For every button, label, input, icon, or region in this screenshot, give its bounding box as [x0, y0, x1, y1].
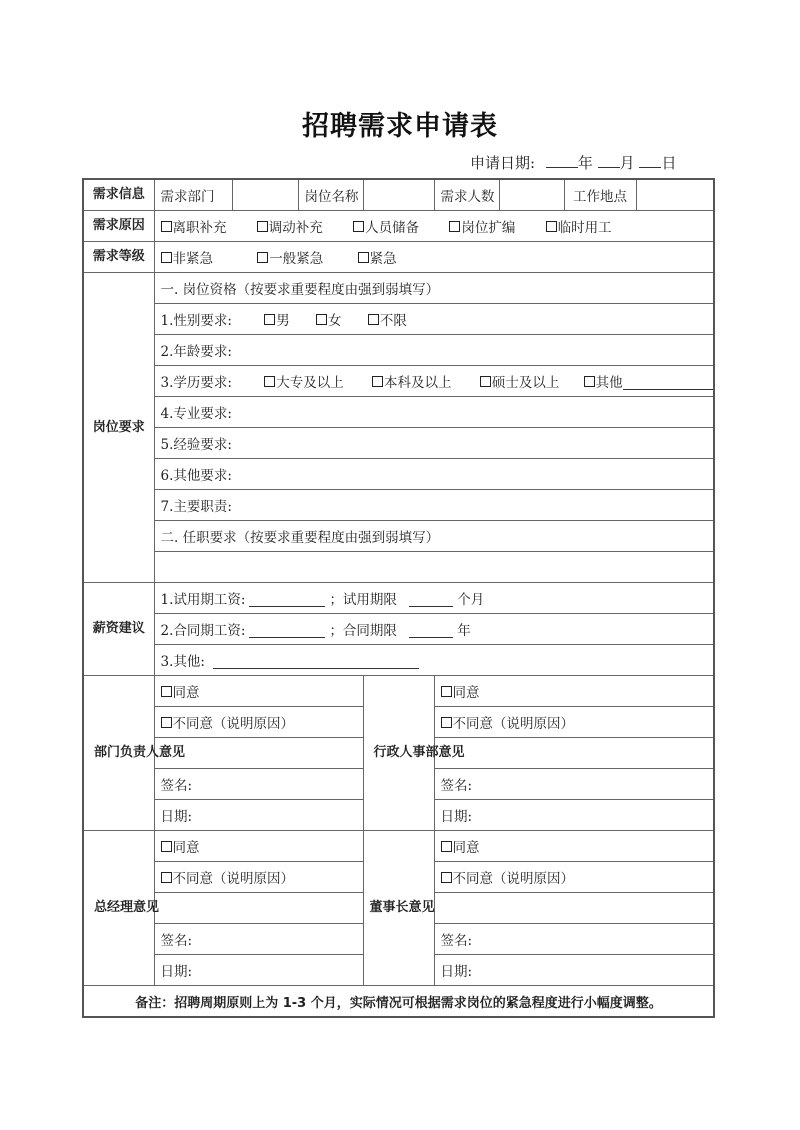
approval-row-2a: [83, 831, 714, 862]
gender-option[interactable]: 不限: [368, 313, 407, 329]
gm-disagree[interactable]: 不同意（说明原因）: [154, 862, 363, 893]
contract-salary-label: 2.合同期工资:: [160, 623, 246, 639]
dept-input[interactable]: [232, 179, 298, 211]
chairman-label: 董事长意见: [363, 831, 434, 986]
gm-sign[interactable]: 签名:: [154, 924, 363, 955]
checkbox-icon: [161, 221, 172, 232]
trial-salary-field: [154, 583, 714, 614]
edu-label: 3.学历要求:: [160, 375, 232, 391]
salary-other-label: 3.其他:: [160, 654, 205, 670]
contract-salary-row: [83, 614, 714, 645]
position-input[interactable]: [363, 179, 434, 211]
gm-date[interactable]: 日期:: [154, 955, 363, 986]
level-option[interactable]: 非紧急: [161, 251, 214, 267]
reason-option[interactable]: 调动补充: [257, 220, 323, 236]
approval-row-1a: [83, 676, 714, 707]
job-blank-row: [83, 552, 714, 583]
edu-option-other[interactable]: 其他: [584, 375, 717, 391]
salary-other-field: [154, 645, 714, 676]
year-label: 年: [577, 154, 593, 172]
contract-salary-field: [154, 614, 714, 645]
reason-option[interactable]: 岗位扩编: [449, 220, 515, 236]
age-row: [83, 335, 714, 366]
application-date: [470, 152, 676, 173]
checkbox-icon: [257, 252, 268, 263]
gm-agree[interactable]: 同意: [154, 831, 363, 862]
job-section1-heading: 一. 岗位资格（按要求重要程度由强到弱填写）: [154, 273, 714, 304]
location-input[interactable]: [636, 179, 714, 211]
job-req-label: 岗位要求: [83, 273, 154, 583]
reason-option[interactable]: 离职补充: [161, 220, 227, 236]
footer-note: 备注：招聘周期原则上为 1-3 个月，实际情况可根据需求岗位的紧急程度进行小幅度调整。: [83, 986, 714, 1018]
other-req-row: [83, 459, 714, 490]
level-option[interactable]: 一般紧急: [257, 251, 323, 267]
contract-period-blank[interactable]: [409, 623, 453, 638]
checkbox-icon: [264, 314, 275, 325]
count-label: 需求人数: [434, 179, 499, 211]
job-section2-row: [83, 521, 714, 552]
trial-salary-label: 1.试用期工资:: [160, 592, 246, 608]
duty-row: [83, 490, 714, 521]
date-label: 申请日期:: [470, 154, 536, 172]
year-blank[interactable]: [546, 154, 578, 168]
chairman-sign[interactable]: 签名:: [434, 924, 714, 955]
checkbox-icon: [441, 686, 452, 697]
note-row: [83, 986, 714, 1018]
dept-head-date[interactable]: 日期:: [154, 800, 363, 831]
major-row: [83, 397, 714, 428]
exp-field[interactable]: 5.经验要求:: [154, 428, 714, 459]
contract-period-unit: 年: [457, 623, 471, 639]
month-blank[interactable]: [598, 154, 620, 168]
checkbox-icon: [546, 221, 557, 232]
checkbox-icon: [257, 221, 268, 232]
reason-options: [154, 211, 714, 242]
edu-field: [154, 366, 714, 397]
checkbox-icon: [161, 872, 172, 883]
count-input[interactable]: [499, 179, 564, 211]
reason-label: 需求原因: [83, 211, 154, 242]
admin-hr-agree[interactable]: 同意: [434, 676, 714, 707]
checkbox-icon: [316, 314, 327, 325]
location-label: 工作地点: [564, 179, 636, 211]
job-section1-row: [83, 273, 714, 304]
duty-field[interactable]: 7.主要职责:: [154, 490, 714, 521]
checkbox-icon: [584, 376, 595, 387]
dept-head-agree[interactable]: 同意: [154, 676, 363, 707]
trial-period-blank[interactable]: [409, 592, 453, 607]
edu-row: [83, 366, 714, 397]
checkbox-icon: [449, 221, 460, 232]
chairman-reason[interactable]: [434, 893, 714, 924]
other-req-field[interactable]: 6.其他要求:: [154, 459, 714, 490]
form-title: 招聘需求申请表: [302, 111, 498, 142]
chairman-date[interactable]: 日期:: [434, 955, 714, 986]
checkbox-icon: [264, 376, 275, 387]
gm-label: 总经理意见: [83, 831, 154, 986]
trial-period-unit: 个月: [457, 592, 485, 608]
reason-row: [83, 211, 714, 242]
checkbox-icon: [161, 686, 172, 697]
checkbox-icon: [441, 872, 452, 883]
job-req-blank[interactable]: [154, 552, 714, 583]
edu-other-blank[interactable]: [623, 375, 713, 390]
reason-option[interactable]: 人员储备: [353, 220, 419, 236]
checkbox-icon: [353, 221, 364, 232]
level-row: [83, 242, 714, 273]
trial-salary-row: [83, 583, 714, 614]
gender-field: [154, 304, 714, 335]
checkbox-icon: [441, 841, 452, 852]
level-label: 需求等级: [83, 242, 154, 273]
dept-head-reason[interactable]: [154, 738, 363, 769]
checkbox-icon: [368, 314, 379, 325]
dept-head-sign[interactable]: 签名:: [154, 769, 363, 800]
contract-period-label: ；合同期限: [329, 623, 397, 639]
month-label: 月: [619, 154, 635, 172]
day-blank[interactable]: [639, 154, 661, 168]
salary-label: 薪资建议: [83, 583, 154, 676]
admin-hr-date[interactable]: 日期:: [434, 800, 714, 831]
gm-reason[interactable]: [154, 893, 363, 924]
position-label: 岗位名称: [298, 179, 363, 211]
day-label: 日: [661, 154, 677, 172]
dept-label: 需求部门: [154, 179, 232, 211]
checkbox-icon: [161, 841, 172, 852]
checkbox-icon: [372, 376, 383, 387]
gender-option[interactable]: 男: [264, 313, 290, 329]
age-field[interactable]: 2.年龄要求:: [154, 335, 714, 366]
major-field[interactable]: 4.专业要求:: [154, 397, 714, 428]
gender-label: 1.性别要求:: [160, 313, 232, 329]
dept-head-disagree[interactable]: 不同意（说明原因）: [154, 707, 363, 738]
checkbox-icon: [441, 717, 452, 728]
salary-other-blank[interactable]: [213, 654, 419, 669]
edu-option[interactable]: 大专及以上: [264, 375, 344, 391]
checkbox-icon: [161, 252, 172, 263]
reason-option[interactable]: 临时用工: [546, 220, 612, 236]
admin-hr-disagree[interactable]: 不同意（说明原因）: [434, 707, 714, 738]
admin-hr-sign[interactable]: 签名:: [434, 769, 714, 800]
checkbox-icon: [480, 376, 491, 387]
gender-option[interactable]: 女: [316, 313, 342, 329]
exp-row: [83, 428, 714, 459]
gender-row: [83, 304, 714, 335]
job-section2-heading: 二. 任职要求（按要求重要程度由强到弱填写）: [154, 521, 714, 552]
edu-option[interactable]: 硕士及以上: [480, 375, 560, 391]
salary-other-row: [83, 645, 714, 676]
checkbox-icon: [358, 252, 369, 263]
chairman-disagree[interactable]: 不同意（说明原因）: [434, 862, 714, 893]
contract-salary-blank[interactable]: [249, 623, 325, 638]
info-label: 需求信息: [83, 179, 154, 211]
edu-option[interactable]: 本科及以上: [372, 375, 452, 391]
info-row: [83, 179, 714, 211]
trial-salary-blank[interactable]: [249, 592, 325, 607]
requisition-form: [82, 178, 715, 1018]
dept-head-label: 部门负责人意见: [83, 676, 154, 831]
chairman-agree[interactable]: 同意: [434, 831, 714, 862]
admin-hr-reason[interactable]: [434, 738, 714, 769]
level-options: [154, 242, 714, 273]
checkbox-icon: [161, 717, 172, 728]
trial-period-label: ；试用期限: [329, 592, 397, 608]
level-option[interactable]: 紧急: [358, 251, 397, 267]
admin-hr-label: 行政人事部意见: [363, 676, 434, 831]
